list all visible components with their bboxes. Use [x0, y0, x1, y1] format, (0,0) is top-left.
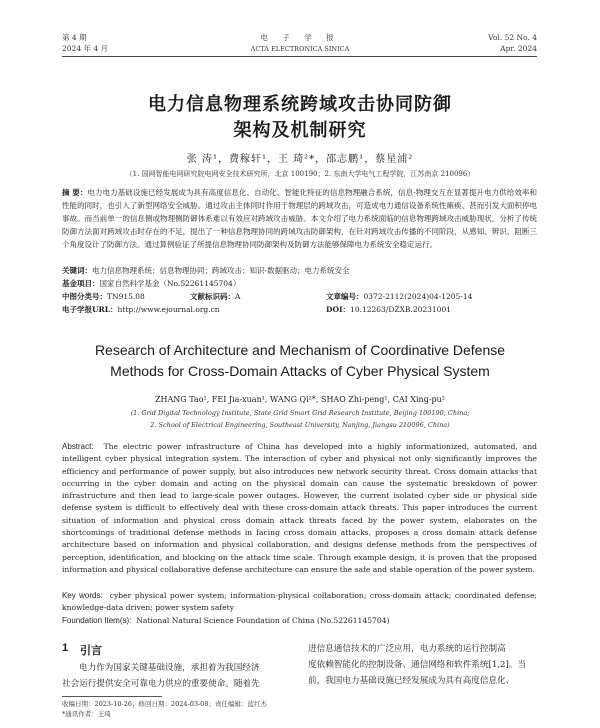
cn-abstract	[62, 186, 537, 264]
url-label: 电子学报URL：	[62, 305, 118, 314]
en-authors: ZHANG Tao¹, FEI Jia-xuan¹, WANG Qi²*, SHAO Zhi-peng¹, CAI Xing-pu²	[154, 395, 446, 404]
en-abstract	[62, 441, 537, 589]
intro-left-line1: 电力作为国家关键基础设施，承担着为我国经济	[79, 663, 260, 673]
journal-url	[62, 303, 220, 316]
en-foundation	[62, 615, 537, 627]
article-label: 文章编号：	[326, 292, 364, 301]
doi	[326, 303, 451, 316]
header-volume: Vol. 52 No. 4	[488, 33, 537, 42]
cn-fund	[62, 277, 537, 290]
intro-right-line1: 进信息通信技术的广泛应用，电力系统的运行控制高	[308, 644, 506, 654]
en-keywords-text: cyber physical power system; information-physical collaboration; cross-domain attack; coordinated defense; knowledge-data driven; power system safety	[62, 591, 537, 613]
header-issue: 第 4 期	[62, 33, 87, 42]
intro-right-line3: 前，我国电力基础设施已经发展成为具有高度信息化、	[308, 676, 515, 686]
en-title-line1: Research of Architecture and Mechanism of Coordinative Defense	[94, 342, 506, 358]
url-value[interactable]: http://www.ejournal.org.cn	[117, 305, 220, 314]
cn-abstract-text: 电力电力基础设施已经发展成为具有高度信息化、自动化、智能化特征的信息物理融合系统，信息-物理交互在显著提升电力供给效率和性能的同时，也引入了新型网络安全威胁。通过攻击主体同时作用于物理层的跨域攻击，可造成电力通信设备系统性瘫痪、甚而引发大面积停电事故。而当前单一的信息侧或物理侧防御体系难以有效应对跨域攻击威胁。本文介绍了电力系统面临的信息物理跨域攻击威胁现状，分析了传统防御方法面对跨域攻击时存在的不足，提出了一种信息物理协同的跨域攻击防御架构，在针对跨域攻击传播的不同阶段，从感知、辨识、阻断三个角度设计了防御方法。通过算例验证了所提信息物理协同防御架构及防御方法能够保障电力系统安全稳定运行。	[62, 188, 537, 249]
clc-value: TN915.08	[107, 292, 145, 301]
en-affiliation-1: (1. Grid Digital Technology Institute, State Grid Smart Grid Research Institute, Beijing 100190, China;	[130, 409, 470, 417]
header-date: 2024 年 4 月	[62, 44, 109, 53]
en-abstract-text: The electric power infrastructure of China has developed into a highly informationized, automated, and intelligent cyber physical integration system. The interaction of cyber and physical not only significantly improves the efficiency and performance of power supply, but also introduces new network security threat. Cross domain attacks that occurring in the cyber domain and acting on the physical domain can cause the systematic breakdown of power infrastructure and then lead to large-scale power outages. However, the current isolated cyber side or physical side defense system is difficult to effectively deal with these cross-domain attack threats. This paper introduces the current situation of information and physical cross domain attack threats faced by the power system, elaborates on the shortcomings of traditional defense methods in facing cross domain attacks, proposes a cross domain attack defense architecture based on information and physical collaboration, and designs defense methods from the perspectives of perception, identification, and blocking on the attack time scale. Through example design, it is proven that the proposed information and physical collaborative defense architecture can ensure the safe and stable operation of the power system.	[62, 442, 537, 574]
doc-code	[190, 290, 240, 303]
intro-left-line2: 社会运行提供安全可靠电力供应的重要使命。随着先	[62, 679, 260, 689]
intro-right-line2: 度依赖智能化的控制设备、通信网络和软件系统[1,2]。当	[308, 660, 527, 670]
en-affiliation-2: 2. School of Electrical Engineering, Southeast University, Nanjing, Jiangsu 210096, China)	[150, 421, 450, 429]
footnote-rule	[62, 696, 162, 697]
header-rule	[62, 56, 537, 57]
footnote-corresponding: *通讯作者：王琦	[62, 710, 111, 718]
cn-abstract-label: 摘 要：	[62, 188, 88, 197]
cn-keywords-text: 电力信息物理系统；信息物理协同；跨域攻击；知识-数据驱动；电力系统安全	[92, 266, 350, 275]
header-journal-en: ACTA ELECTRONICA SINICA	[250, 45, 350, 53]
cn-keywords	[62, 264, 537, 277]
en-keywords	[62, 590, 537, 615]
section-number: 1	[62, 642, 69, 654]
doi-value[interactable]: 10.12263/DZXB.20231001	[350, 305, 451, 314]
footnote-dates: 收稿日期：2023-10-26；修回日期：2024-03-08；责任编辑：蓝红杰	[62, 700, 267, 708]
cn-fund-text: 国家自然科学基金（No.52261145704）	[99, 279, 241, 288]
clc-label: 中图分类号：	[62, 292, 107, 301]
en-foundation-label: Foundation Item(s):	[62, 616, 132, 625]
header-journal-cn: 电 子 学 报	[260, 33, 340, 42]
header-month: Apr. 2024	[500, 44, 537, 53]
cn-title-line2: 架构及机制研究	[233, 120, 367, 141]
en-abstract-label: Abstract:	[62, 442, 94, 451]
article-number	[326, 290, 472, 303]
article-value: 0372-2112(2024)04-1205-14	[363, 292, 473, 301]
cn-authors: 张 涛¹，费稼轩¹，王 琦²*，邵志鹏¹，蔡星浦²	[186, 154, 414, 165]
en-keywords-label: Key words:	[62, 591, 103, 600]
en-foundation-text: National Natural Science Foundation of China (No.52261145704)	[136, 616, 390, 625]
cn-keywords-label: 关键词：	[62, 266, 92, 275]
cn-fund-label: 基金项目：	[62, 279, 100, 288]
clc-number	[62, 290, 145, 303]
en-title-line2: Methods for Cross-Domain Attacks of Cyber Physical System	[110, 363, 490, 379]
cn-affiliation: （1. 国网智能电网研究院电网安全技术研究所，北京 100190；2. 东南大学电气工程学院，江苏南京 210096）	[125, 170, 475, 178]
doc-code-value: A	[235, 292, 241, 301]
section-title: 引言	[80, 644, 102, 657]
cn-title-line1: 电力信息物理系统跨域攻击协同防御	[148, 94, 452, 115]
doi-label: DOI：	[326, 305, 351, 314]
doc-code-label: 文献标识码：	[190, 292, 235, 301]
